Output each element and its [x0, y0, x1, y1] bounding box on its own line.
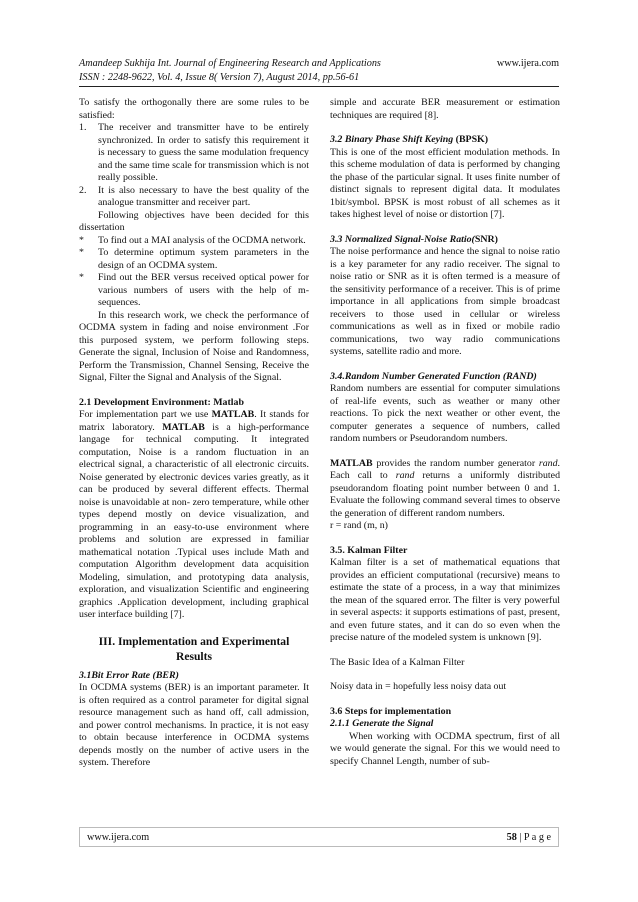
- bpsk-heading: 3.2 Binary Phase Shift Keying (BPSK): [330, 134, 489, 145]
- page-number: 58 | P a g e: [506, 831, 551, 843]
- header-rule: [79, 86, 559, 87]
- intro-text: To satisfy the orthogonally there are some rules to be satisfied:: [79, 97, 309, 121]
- snr-heading: 3.3 Normalized Signal-Noise Ratio(SNR): [330, 233, 498, 245]
- rand-heading: 3.4.Random Number Generated Function (RAND): [330, 370, 537, 382]
- objectives-intro: Following objectives have been decided for this dissertation: [79, 209, 309, 233]
- right-column: [330, 97, 560, 768]
- running-header: [79, 57, 559, 84]
- header-url[interactable]: www.ijera.com: [496, 58, 559, 69]
- issn-line: ISSN : 2248-9622, Vol. 4, Issue 8( Version 7), August 2014, pp.56-61: [79, 71, 360, 83]
- noisy-line: Noisy data in = hopefully less noisy data out: [330, 681, 507, 692]
- objectives-list: [79, 235, 309, 310]
- list-item: 1. The receiver and transmitter have to be entirely synchronized. In order to satisfy this requirement it is necessary to guess the same modulation frequency and the same time scale for transmission which is not really possible.: [79, 122, 309, 183]
- steps-heading: 3.6 Steps for implementation: [330, 705, 452, 717]
- left-column: [79, 97, 309, 770]
- kalman-heading: 3.5. Kalman Filter: [330, 544, 408, 556]
- list-item: * To determine optimum system parameters in the design of an OCDMA system.: [79, 247, 309, 271]
- page-footer: [79, 827, 559, 847]
- list-item: 2. It is also necessary to have the best quality of the analogue transmitter and receiver part.: [79, 184, 309, 208]
- ber-heading: 3.1Bit Error Rate (BER): [79, 669, 179, 681]
- rand-paragraph: Random numbers are essential for computer simulations of real-life events, such as weather or many other reactions. To pick the next weather or other event, the computer generates a sequence of numbers, called random numbers or Pseudorandom numbers.: [330, 383, 560, 444]
- generate-paragraph: When working with OCDMA spectrum, first of all we would generate the signal. For this we would need to specify Channel Length, number of sub-: [330, 730, 560, 767]
- list-item: * Find out the BER versus received optical power for various numbers of users with the help of m-sequences.: [79, 272, 309, 308]
- footer-url[interactable]: www.ijera.com: [87, 831, 150, 843]
- bpsk-paragraph: This is one of the most efficient modulation methods. In this scheme modulation of data is performed by changing the phase of the particular signal. It uses finite number of distinct signals to represent digital data. It modulates 1bit/symbol. BPSK is most robust of all schemes as it takes highest level of noise or distortion [7].: [330, 146, 560, 220]
- journal-line: Amandeep Sukhija Int. Journal of Engineering Research and Applications: [79, 58, 381, 69]
- dev-heading: 2.1 Development Environment: Matlab: [79, 396, 244, 408]
- snr-paragraph: The noise performance and hence the signal to noise ratio is a key parameter for any radio receiver. The signal to noise ratio or SNR as it is often termed is a measure of the sensitivity performance of a receiver. This is of prime importance in all applications from simple broadcast receivers to those used in cellular or wireless communications as well as in fixed or mobile radio communications, two way radio communications systems, satellite radio and more.: [330, 246, 560, 357]
- section-title: III. Implementation and Experimental Results: [98, 634, 290, 663]
- list-item: * To find out a MAI analysis of the OCDMA network.: [79, 234, 306, 246]
- research-paragraph: In this research work, we check the performance of OCDMA system in fading and noise environment .For this purposed system, we perform following steps. Generate the signal, Inclusion of Noise and Randomness, Perform the Transmission, Channel Sensing, Receive the Signal, Filter the Signal and Analysis of the Signal.: [79, 309, 309, 383]
- ber-paragraph: In OCDMA systems (BER) is an important parameter. It is often required as a control parameter for digital signal resource management such as hand off, call admission, and power control mechanisms. In practice, it is not easy to obtain because interference in OCDMA systems depends mostly on the number of active users in the system. Therefore: [79, 682, 309, 768]
- matlab-paragraph: MATLAB provides the random number generator rand. Each call to rand returns a uniformly distributed pseudorandom floating point number between 0 and 1. Evaluate the following command several times to observe the generation of different random numbers.: [330, 457, 561, 519]
- rand-command: r = rand (m, n): [330, 520, 388, 531]
- kalman-paragraph: Kalman filter is a set of mathematical equations that provides an efficient computational (recursive) means to estimate the state of a process, in a way that minimizes the mean of the squared error. The filter is very powerful in several aspects: it supports estimations of past, present, and even future states, and it can do so even when the precise nature of the modeled system is unknown [9].: [330, 557, 560, 643]
- kalman-idea: The Basic Idea of a Kalman Filter: [330, 656, 465, 668]
- dev-paragraph: For implementation part we use MATLAB. It stands for matrix laboratory. MATLAB is a high-performance langage for technical computing. It integrated computation, Noise is a random fluctuation in an electrical signal, a characteristic of all electronic circuits. Noise generated by electronic devices varies greatly, as it can be produced by several different effects. Thermal noise is unavoidable at non- zero temperature, while other types depend mostly on device visualization, and programming in an easy-to-use environment where problems and solution are expressed in familiar mathematical notation .Typical uses include Math and computation Algorithm development data acquisition Modeling, simulation, and prototyping data analysis, exploration, and visualization Scientific and engineering graphics .Application development, including graphical user interface building [7].: [79, 409, 309, 620]
- generate-heading: 2.1.1 Generate the Signal: [330, 718, 434, 729]
- ber-continued: simple and accurate BER measurement or estimation techniques are required [8].: [330, 97, 560, 121]
- rules-list: [79, 122, 309, 210]
